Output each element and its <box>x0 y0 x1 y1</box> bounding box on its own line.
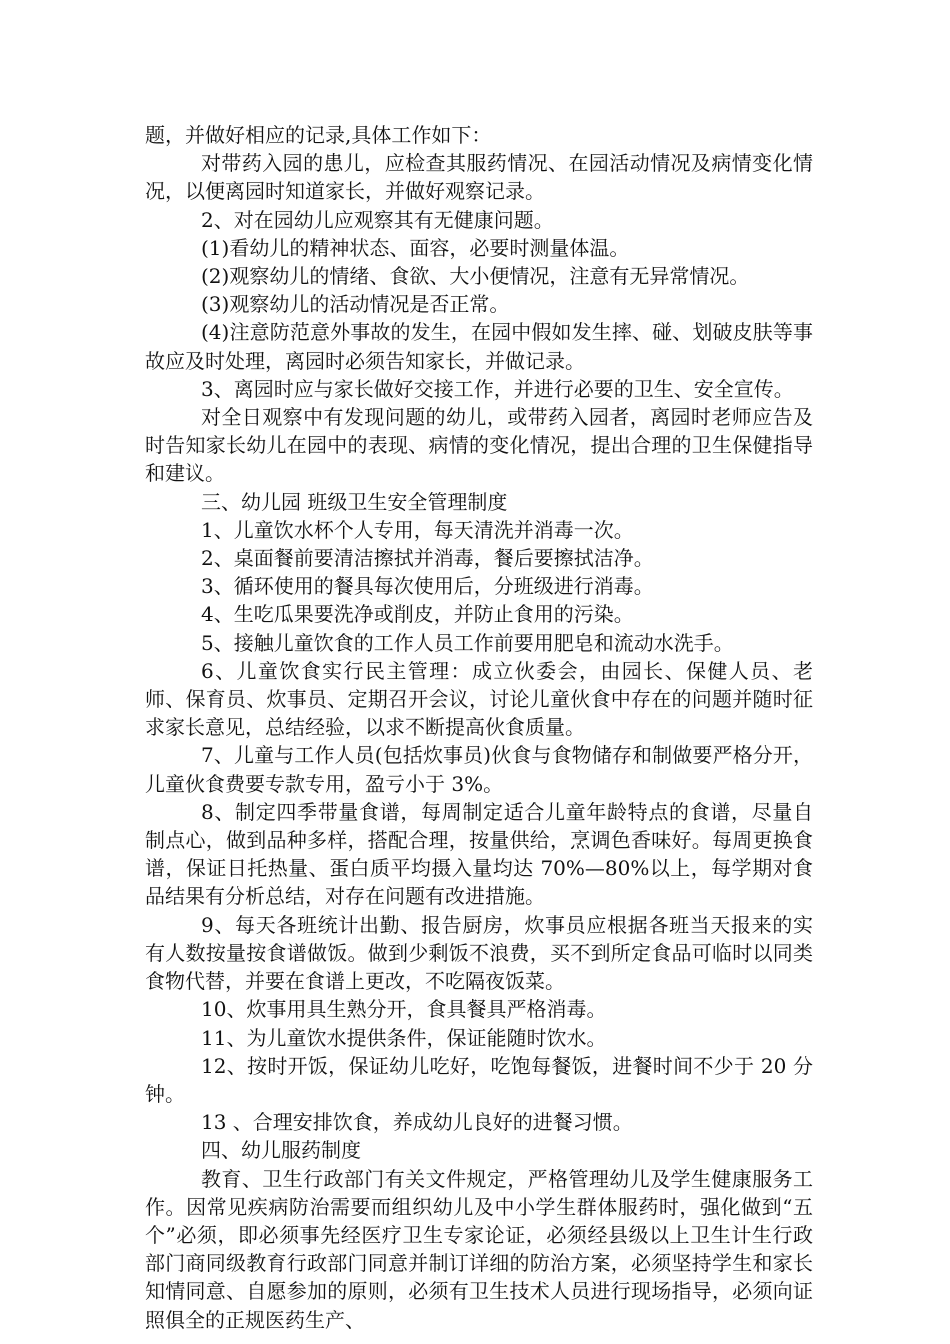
paragraph: 6、儿童饮食实行民主管理：成立伙委会，由园长、保健人员、老师、保育员、炊事员、定期召开会议，讨论儿童伙食中存在的问题并随时征求家长意见，总结经验，以求不断提高伙食质量。 <box>145 658 813 740</box>
paragraph: 2、桌面餐前要清洁擦拭并消毒，餐后要擦拭洁净。 <box>201 546 654 571</box>
paragraph: 教育、卫生行政部门有关文件规定，严格管理幼儿及学生健康服务工作。因常见疾病防治需要而组织幼儿及中小学生群体服药时，强化做到“五个”必须，即必须事先经医疗卫生专家论证，必须经县级以上卫生计生行政部门商同级教育行政部门同意并制订详细的防治方案，必须坚持学生和家长知情同意、自愿参加的原则，必须有卫生技术人员进行现场指导，必须向证照俱全的正规医药生产、 <box>145 1166 813 1332</box>
paragraph: 9、每天各班统计出勤、报告厨房，炊事员应根据各班当天报来的实有人数按量按食谱做饭。做到少剩饭不浪费，买不到所定食品可临时以同类食物代替，并要在食谱上更改，不吃隔夜饭菜。 <box>145 912 813 994</box>
paragraph: 13 、合理安排饮食，养成幼儿良好的进餐习惯。 <box>201 1110 633 1135</box>
paragraph: 对全日观察中有发现问题的幼儿，或带药入园者，离园时老师应告及时告知家长幼儿在园中的表现、病情的变化情况，提出合理的卫生保健指导和建议。 <box>145 405 813 486</box>
paragraph: 2、对在园幼儿应观察其有无健康问题。 <box>201 207 554 232</box>
paragraph: (1)看幼儿的精神状态、面容，必要时测量体温。 <box>201 235 630 260</box>
paragraph: 11、为儿童饮水提供条件，保证能随时饮水。 <box>201 1025 607 1050</box>
paragraph: 4、生吃瓜果要洗净或削皮，并防止食用的污染。 <box>201 602 634 627</box>
paragraph: 四、幼儿服药制度 <box>201 1138 361 1163</box>
paragraph: (3)观察幼儿的活动情况是否正常。 <box>201 292 510 317</box>
paragraph: 8、制定四季带量食谱，每周制定适合儿童年龄特点的食谱，尽量自制点心，做到品种多样，搭配合理，按量供给，烹调色香味好。每周更换食谱，保证日托热量、蛋白质平均摄入量均达 70%—80%以上，每学期对食品结果有分析总结，对存在问题有改进措施。 <box>145 799 813 909</box>
paragraph: 3、循环使用的餐具每次使用后，分班级进行消毒。 <box>201 574 654 599</box>
paragraph: 7、儿童与工作人员(包括炊事员)伙食与食物储存和制做要严格分开，儿童伙食费要专款专用，盈亏小于 3%。 <box>145 743 813 796</box>
paragraph: (2)观察幼儿的情绪、食欲、大小便情况，注意有无异常情况。 <box>201 264 750 289</box>
paragraph: 10、炊事用具生熟分开，食具餐具严格消毒。 <box>201 997 607 1022</box>
paragraph: 对带药入园的患儿，应检查其服药情况、在园活动情况及病情变化情况，以便离园时知道家长，并做好观察记录。 <box>145 151 813 204</box>
paragraph: 5、接触儿童饮食的工作人员工作前要用肥皂和流动水洗手。 <box>201 630 734 655</box>
document-body <box>145 121 813 1334</box>
paragraph: 12、按时开饭，保证幼儿吃好，吃饱每餐饭，进餐时间不少于 20 分钟。 <box>145 1053 813 1106</box>
paragraph: (4)注意防范意外事故的发生，在园中假如发生摔、碰、划破皮肤等事故应及时处理，离园时必须告知家长，并做记录。 <box>145 320 813 373</box>
paragraph: 题，并做好相应的记录,具体工作如下： <box>145 123 492 147</box>
paragraph: 三、幼儿园 班级卫生安全管理制度 <box>201 489 508 514</box>
paragraph: 1、儿童饮水杯个人专用，每天清洗并消毒一次。 <box>201 517 634 542</box>
paragraph: 3、离园时应与家长做好交接工作，并进行必要的卫生、安全宣传。 <box>201 376 794 401</box>
